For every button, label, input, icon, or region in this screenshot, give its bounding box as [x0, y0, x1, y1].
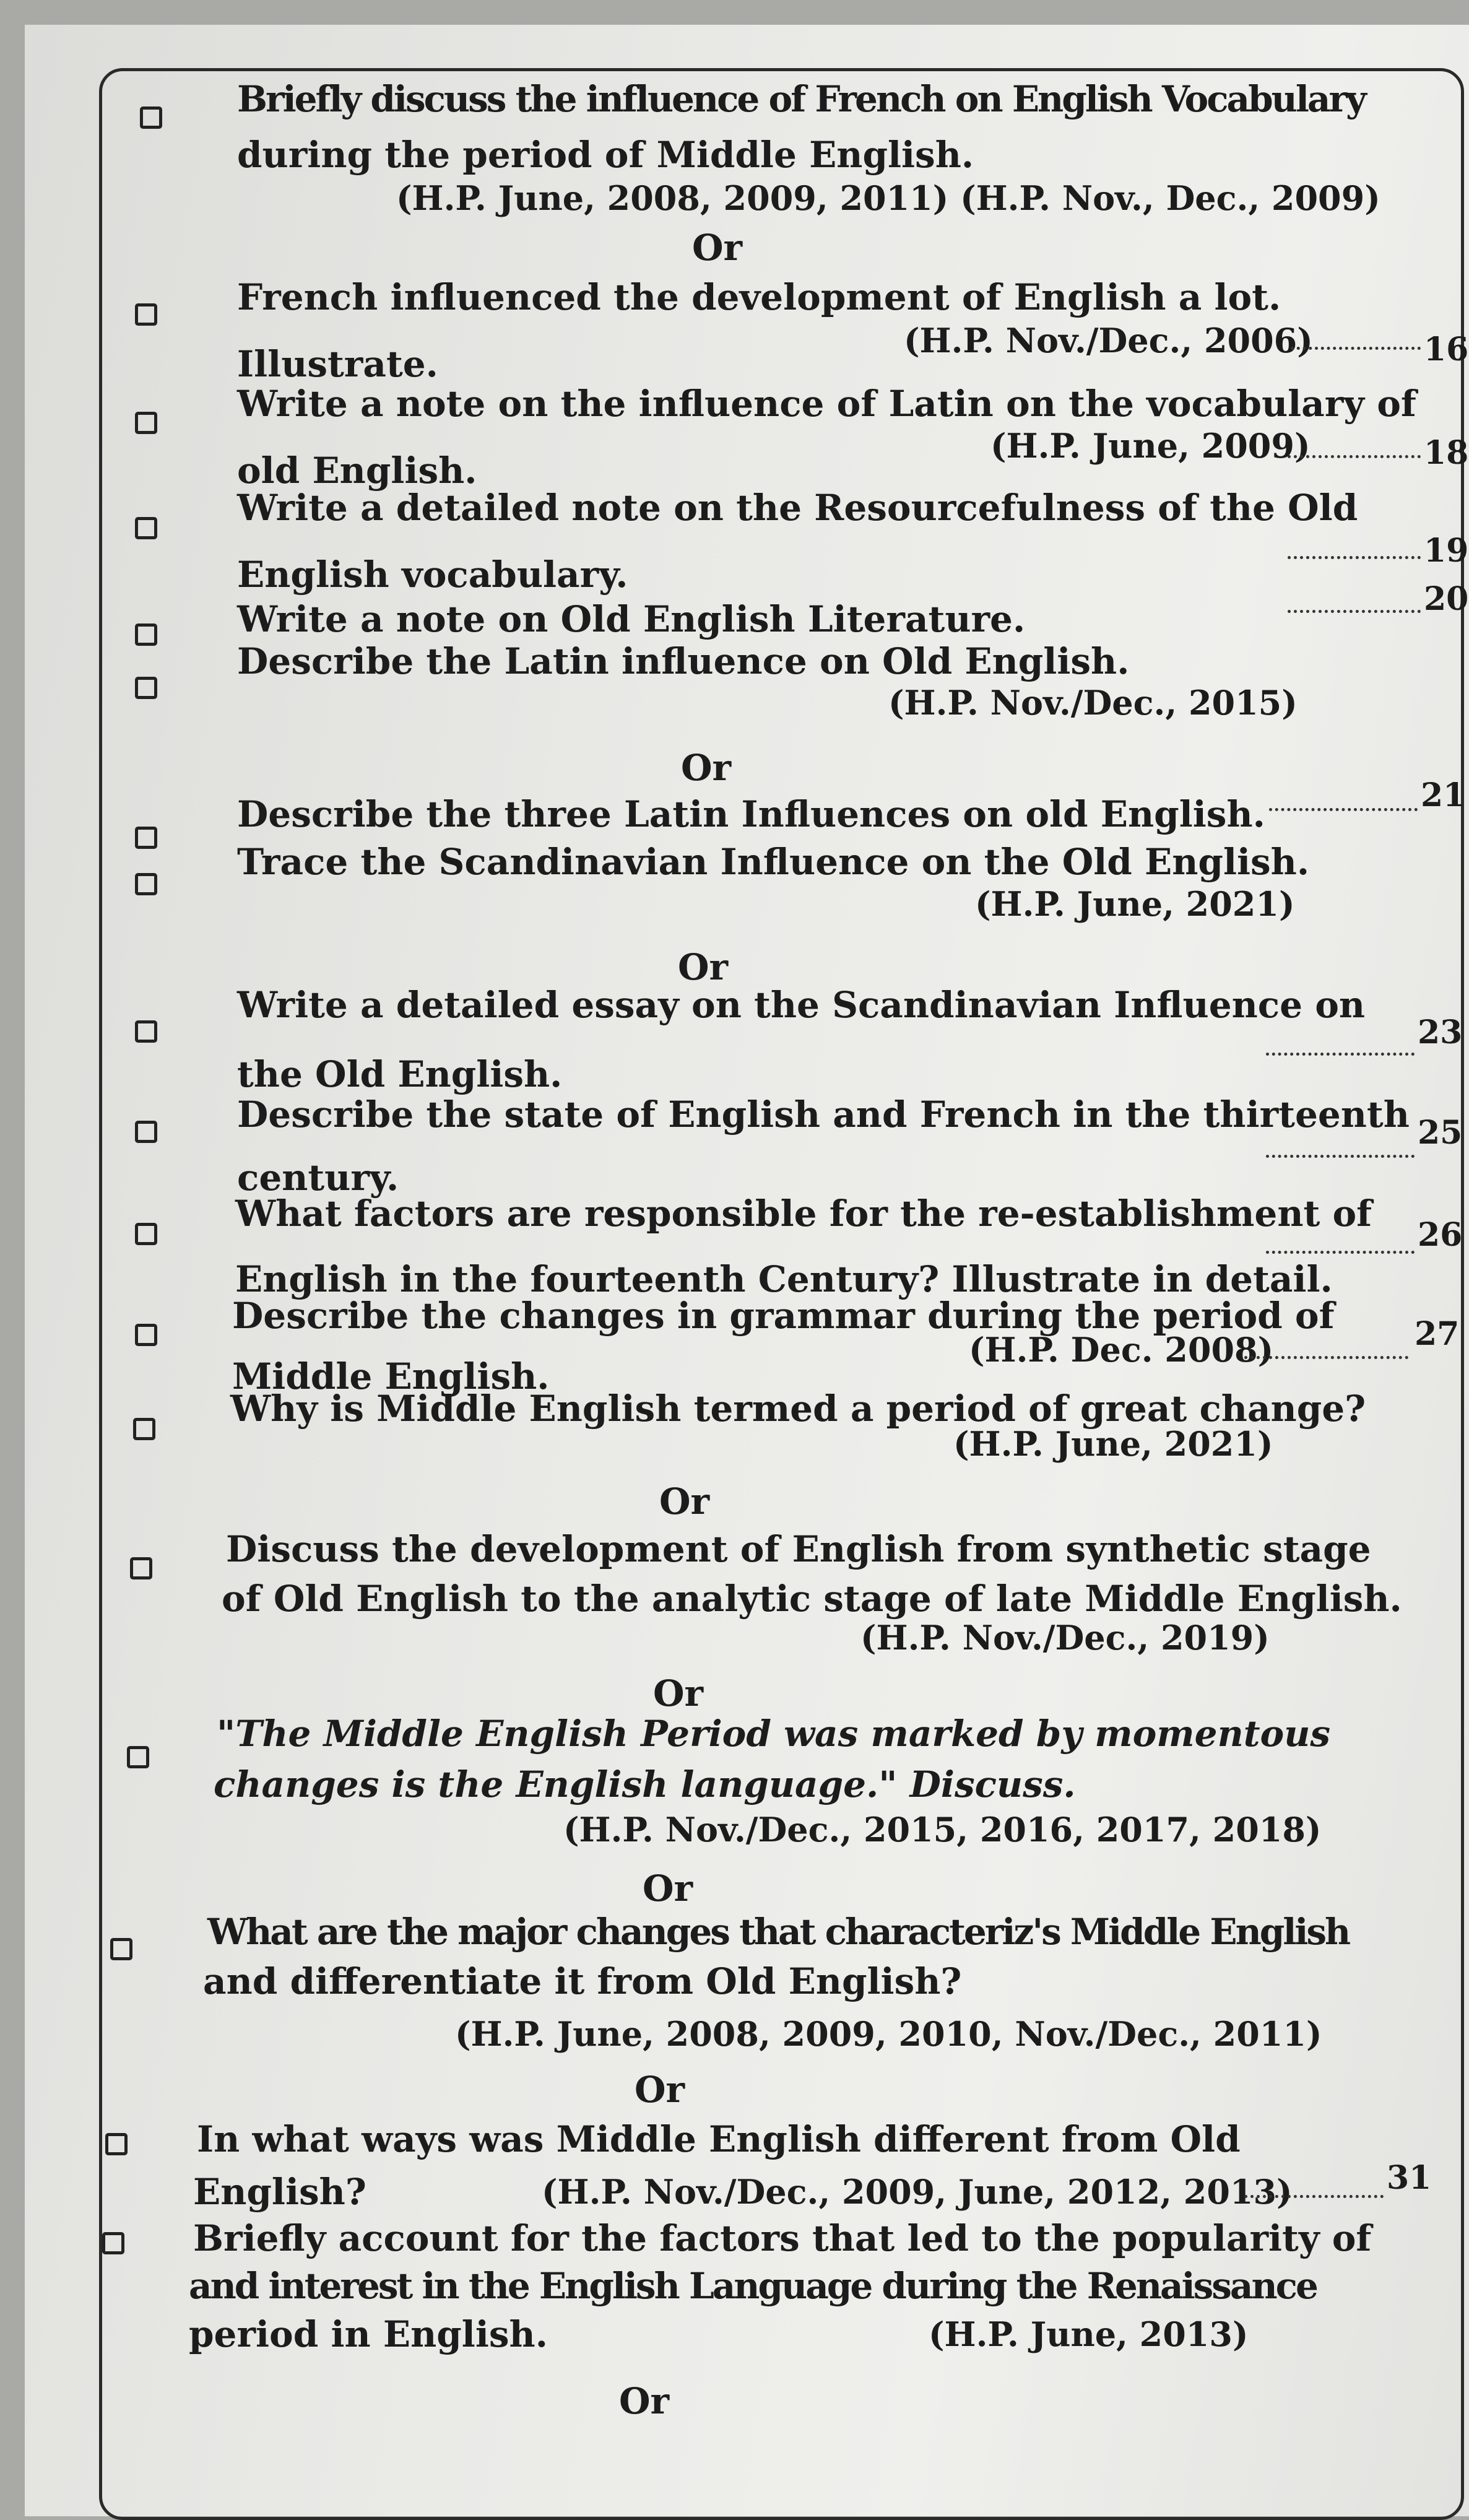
exam-reference: (H.P. Nov./Dec., 2015, 2016, 2017, 2018): [563, 1810, 1322, 1849]
checkbox-icon: [135, 412, 157, 434]
or-divider: Or: [643, 1867, 693, 1910]
checkbox-icon: [135, 677, 157, 699]
checkbox-icon: [135, 1324, 157, 1346]
question-line: and interest in the English Language during the Renaissance: [189, 2265, 1317, 2307]
or-divider: Or: [681, 747, 732, 789]
exam-reference: (H.P. June, 2008, 2009, 2010, Nov./Dec., 2011): [455, 2014, 1322, 2054]
question-line: "The Middle English Period was marked by momentous: [217, 1713, 1331, 1755]
page-number: 26: [1418, 1216, 1463, 1254]
question-line: English in the fourteenth Century? Illustrate in detail.: [235, 1258, 1333, 1300]
checkbox-icon: [135, 303, 157, 326]
question-line: Describe the three Latin Influences on old English.: [237, 793, 1265, 835]
dotted-leader: [1288, 455, 1421, 458]
page-number: 18: [1424, 434, 1469, 472]
page-number: 23: [1418, 1014, 1463, 1051]
question-line: Describe the state of English and French in the thirteenth: [237, 1093, 1410, 1136]
page-number: 27: [1415, 1315, 1460, 1353]
exam-reference: (H.P. Nov./Dec., 2015): [888, 683, 1298, 723]
or-divider: Or: [635, 2069, 685, 2111]
exam-reference: (H.P. Nov./Dec., 2009, June, 2012, 2013): [542, 2172, 1293, 2212]
question-line: Describe the changes in grammar during the period of: [232, 1295, 1335, 1337]
exam-reference: (H.P. June, 2021): [975, 884, 1295, 924]
dotted-leader: [1288, 556, 1421, 559]
exam-reference: (H.P. June, 2021): [953, 1424, 1273, 1464]
checkbox-icon: [140, 106, 162, 129]
question-line: Write a note on the influence of Latin on the vocabulary of: [237, 383, 1416, 425]
page-number: 20: [1424, 580, 1469, 618]
question-line: changes is the English language." Discuss.: [214, 1763, 1076, 1805]
question-line: Briefly account for the factors that led to the popularity of: [193, 2217, 1372, 2259]
checkbox-icon: [135, 623, 157, 646]
question-line: the Old English.: [237, 1053, 563, 1095]
dotted-leader: [1288, 610, 1421, 613]
exam-reference: (H.P. Nov./Dec., 2006): [904, 321, 1313, 360]
exam-reference: (H.P. June, 2013): [929, 2314, 1249, 2354]
page-number: 19: [1424, 532, 1469, 570]
question-line: What are the major changes that characteriz's Middle English: [207, 1911, 1350, 1953]
dotted-leader: [1244, 1356, 1408, 1359]
question-line: Middle English.: [232, 1355, 550, 1397]
page-number: 16: [1424, 331, 1469, 368]
page-number: 31: [1387, 2159, 1432, 2197]
dotted-leader: [1291, 347, 1421, 350]
checkbox-icon: [135, 1223, 157, 1245]
checkbox-icon: [135, 873, 157, 895]
question-line: Write a detailed note on the Resourcefulness of the Old: [237, 487, 1358, 529]
question-line: century.: [237, 1157, 399, 1199]
or-divider: Or: [678, 946, 729, 988]
checkbox-icon: [102, 2232, 124, 2254]
question-line: Trace the Scandinavian Influence on the Old English.: [237, 841, 1310, 883]
question-line: Write a detailed essay on the Scandinavian Influence on: [237, 984, 1366, 1026]
question-line: Illustrate.: [237, 343, 438, 385]
checkbox-icon: [105, 2133, 128, 2155]
question-line: What factors are responsible for the re-establishment of: [235, 1193, 1372, 1235]
or-divider: Or: [619, 2380, 670, 2422]
question-line: of Old English to the analytic stage of late Middle English.: [222, 1578, 1402, 1620]
checkbox-icon: [130, 1557, 152, 1579]
question-line: French influenced the development of English a lot.: [237, 276, 1281, 318]
checkbox-icon: [110, 1938, 132, 1960]
question-line: period in English.: [189, 2313, 548, 2355]
exam-reference: (H.P. June, 2008, 2009, 2011) (H.P. Nov., Dec., 2009): [396, 178, 1380, 218]
question-line: old English.: [237, 450, 477, 492]
exam-reference: (H.P. June, 2009): [990, 426, 1311, 466]
question-line: Describe the Latin influence on Old English.: [237, 640, 1130, 682]
question-line: Write a note on Old English Literature.: [237, 598, 1026, 640]
checkbox-icon: [127, 1746, 149, 1768]
page-number: 21: [1421, 776, 1466, 814]
question-line: English vocabulary.: [237, 554, 628, 596]
dotted-leader: [1266, 1251, 1415, 1254]
question-line: during the period of Middle English.: [237, 134, 974, 176]
dotted-leader: [1266, 1155, 1415, 1158]
question-line: Briefly discuss the influence of French on English Vocabulary: [237, 78, 1365, 120]
question-line: Why is Middle English termed a period of great change?: [230, 1388, 1366, 1430]
question-line: English?: [193, 2171, 366, 2213]
or-divider: Or: [659, 1480, 710, 1523]
checkbox-icon: [135, 827, 157, 849]
or-divider: Or: [692, 227, 743, 269]
checkbox-icon: [135, 517, 157, 539]
checkbox-icon: [133, 1418, 155, 1440]
dotted-leader: [1244, 2195, 1384, 2198]
checkbox-icon: [135, 1121, 157, 1143]
question-line: and differentiate it from Old English?: [203, 1960, 962, 2002]
question-line: In what ways was Middle English different from Old: [197, 2118, 1241, 2160]
checkbox-icon: [135, 1020, 157, 1043]
dotted-leader: [1269, 808, 1418, 811]
or-divider: Or: [653, 1672, 704, 1714]
page-number: 25: [1418, 1114, 1463, 1152]
dotted-leader: [1266, 1053, 1415, 1056]
exam-reference: (H.P. Dec. 2008): [969, 1330, 1274, 1370]
question-line: Discuss the development of English from synthetic stage: [226, 1528, 1371, 1570]
exam-reference: (H.P. Nov./Dec., 2019): [860, 1618, 1270, 1658]
